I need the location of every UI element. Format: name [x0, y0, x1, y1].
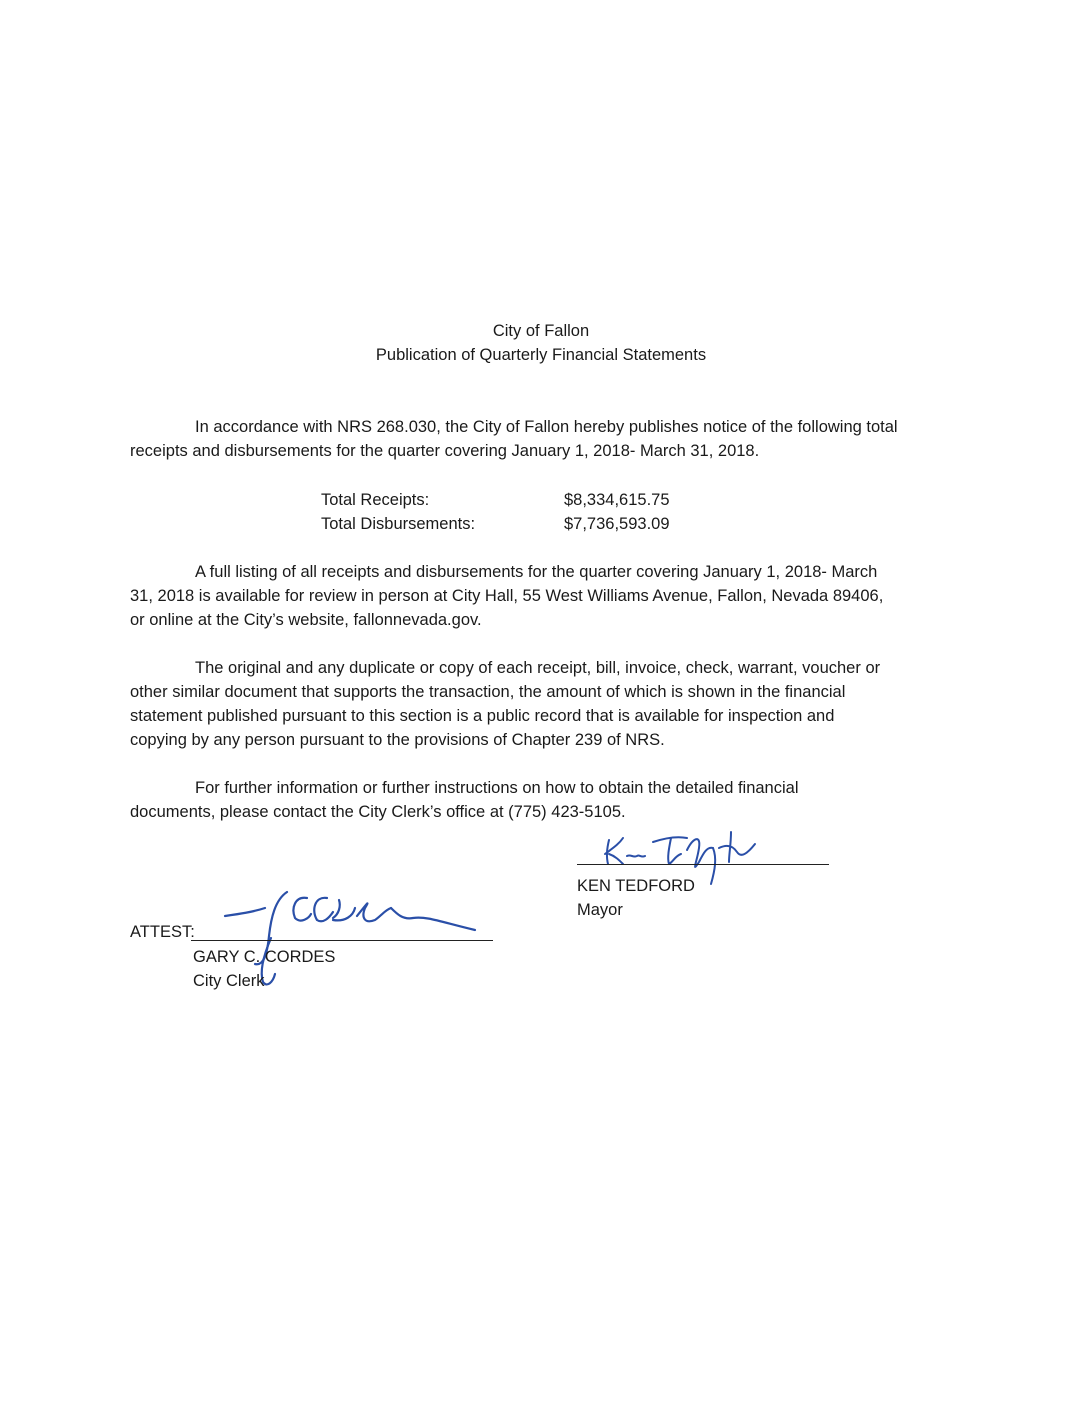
paragraph-line: statement published pursuant to this section is a public record that is available for inspection and — [130, 707, 835, 725]
paragraph-line: documents, please contact the City Clerk’s office at (775) 423-5105. — [130, 803, 626, 821]
clerk-title: City Clerk — [193, 972, 265, 990]
paragraph-line: 31, 2018 is available for review in person at City Hall, 55 West Williams Avenue, Fallon, Nevada 89406, — [130, 587, 884, 605]
disbursements-value: $7,736,593.09 — [564, 515, 670, 533]
paragraph-line: other similar document that supports the transaction, the amount of which is shown in the financial — [130, 683, 846, 701]
paragraph-line: The original and any duplicate or copy of each receipt, bill, invoice, check, warrant, voucher or — [195, 659, 881, 677]
mayor-name: KEN TEDFORD — [577, 877, 695, 895]
attest-label: ATTEST: — [130, 923, 195, 941]
paragraph-notice — [130, 415, 960, 463]
totals-table — [321, 488, 721, 536]
clerk-signature-line — [191, 940, 493, 941]
paragraph-public-record — [130, 656, 960, 752]
paragraph-contact — [130, 776, 960, 824]
mayor-signature-line — [577, 864, 829, 865]
paragraph-line: or online at the City’s website, fallonnevada.gov. — [130, 611, 482, 629]
clerk-name: GARY C. CORDES — [193, 948, 336, 966]
disbursements-label: Total Disbursements: — [321, 515, 476, 533]
totals-row-disbursements — [321, 512, 721, 536]
paragraph-line: receipts and disbursements for the quarter covering January 1, 2018- March 31, 2018. — [130, 442, 760, 460]
totals-row-receipts — [321, 488, 721, 512]
paragraph-listing — [130, 560, 960, 632]
receipts-label: Total Receipts: — [321, 491, 430, 509]
mayor-title: Mayor — [577, 901, 623, 919]
receipts-value: $8,334,615.75 — [564, 491, 670, 509]
document-title: City of Fallon — [492, 322, 590, 340]
document-subtitle: Publication of Quarterly Financial Statements — [375, 346, 707, 364]
paragraph-line: A full listing of all receipts and disbursements for the quarter covering January 1, 2018- March — [195, 563, 878, 581]
paragraph-line: For further information or further instructions on how to obtain the detailed financial — [195, 779, 799, 797]
paragraph-line: copying by any person pursuant to the provisions of Chapter 239 of NRS. — [130, 731, 665, 749]
paragraph-line: In accordance with NRS 268.030, the City of Fallon hereby publishes notice of the following total — [195, 418, 898, 436]
